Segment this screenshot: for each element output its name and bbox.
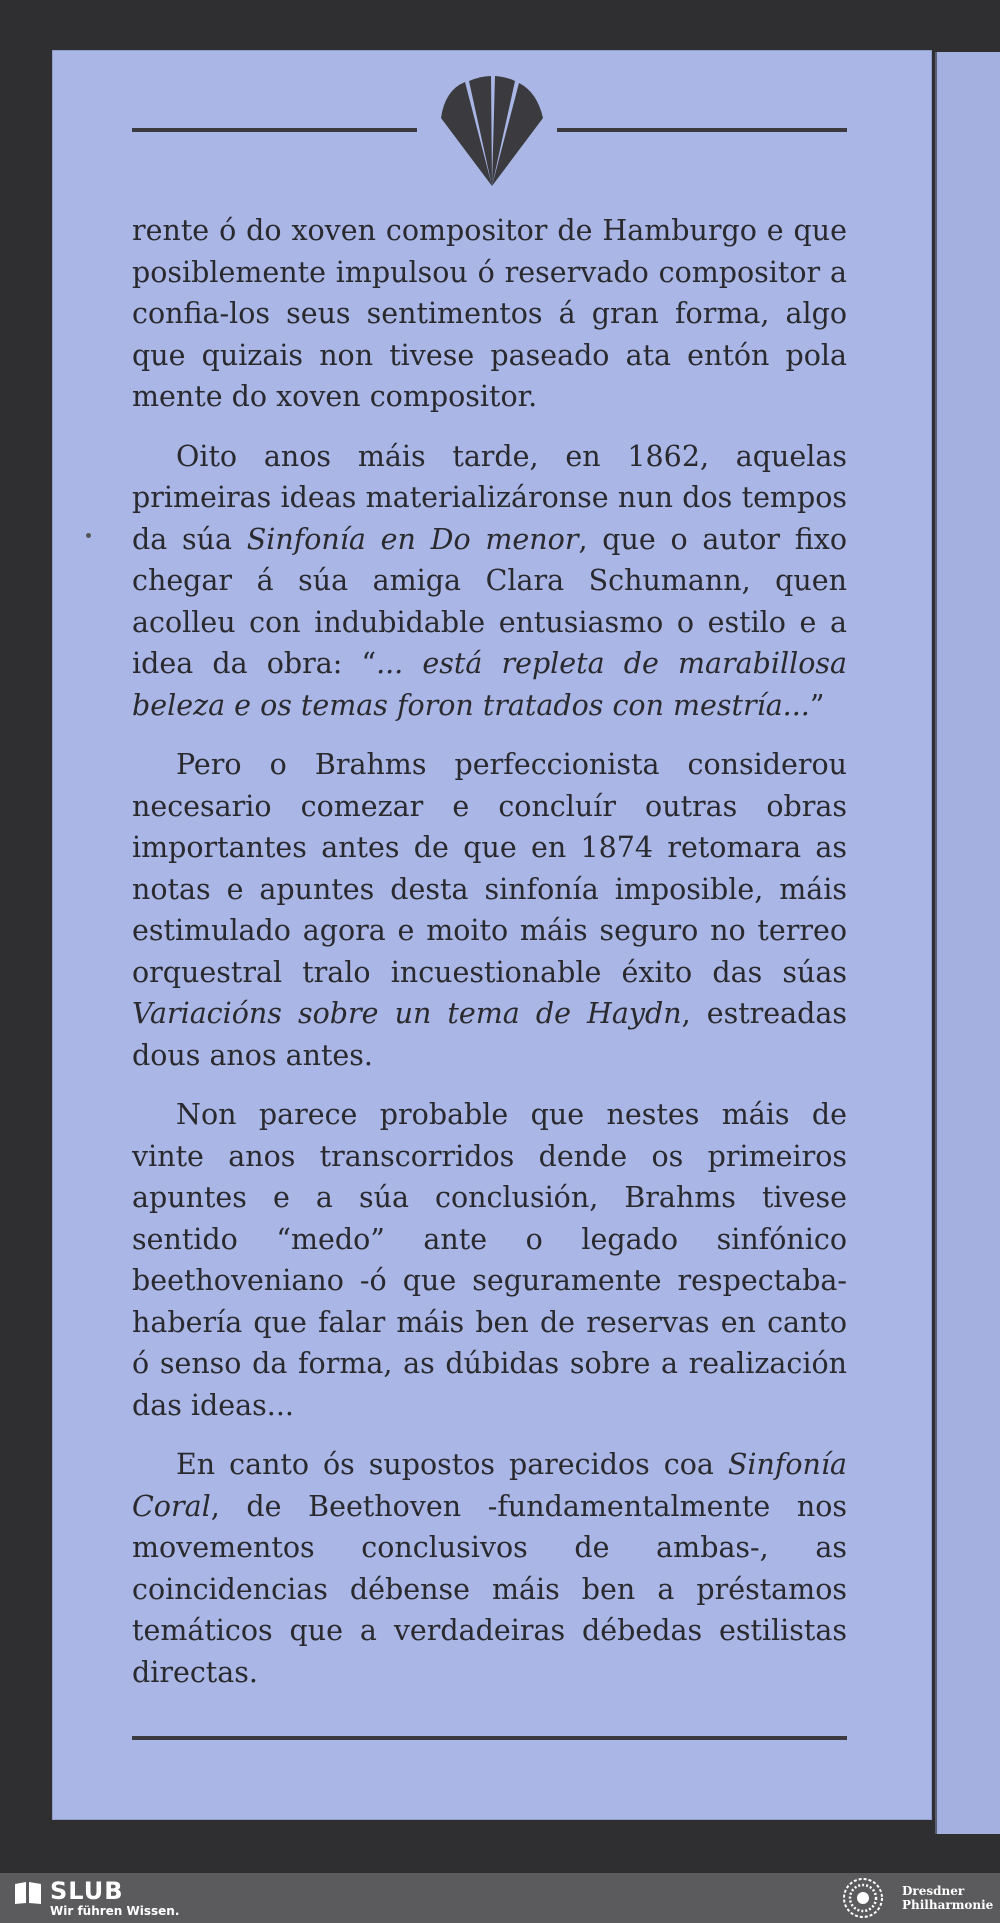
paper-speck — [86, 533, 91, 538]
work-title-sinfonia-do-menor: Sinfonía en Do menor — [246, 522, 579, 556]
document-page — [52, 50, 932, 1820]
header-rule-left — [132, 128, 417, 132]
footer-bar — [0, 1873, 1000, 1923]
quotation-clara-schumann: ... está repleta de marabillosa beleza e os temas foron tratados con mestría... — [132, 647, 847, 722]
paragraph-5 — [132, 1444, 847, 1693]
paragraph-4 — [132, 1094, 847, 1426]
adjacent-page-edge — [935, 52, 1000, 1834]
paragraph-4-text: Non parece probable que nestes máis de vinte anos transcorridos dende os primeiros apuntes e a súa conclusión, Brahms tivese sentido “medo” ante o legado sinfónico beethoveniano -ó que seguramente respectaba- habería que falar máis ben de reservas en canto ó senso da forma, as dúbidas sobre a realización das ideas... — [132, 1098, 847, 1422]
slub-book-icon — [14, 1881, 42, 1905]
paragraph-3 — [132, 744, 847, 1076]
library-name: SLUB — [50, 1877, 124, 1905]
paragraph-1 — [132, 210, 847, 418]
scallop-shell-icon — [437, 76, 547, 188]
paragraph-5-text-a: En canto ós supostos parecidos coa — [176, 1448, 728, 1481]
paragraph-5-text-b: , de Beethoven -fundamentalmente nos movementos conclusivos de ambas-, as coincidencias débense máis ben a préstamos temáticos que a verdadeiras débedas estilistas directas. — [132, 1489, 847, 1689]
footer-rule — [132, 1736, 847, 1740]
paragraph-2-text-c: ” — [809, 688, 825, 722]
work-title-variacions-haydn: Variacións sobre un tema de Haydn — [132, 997, 682, 1030]
paragraph-3-text-a: Pero o Brahms perfeccionista considerou necesario comezar e concluír outras obras importantes antes de que en 1874 retomara as notas e apuntes desta sinfonía imposible, máis estimulado agora e moito máis seguro no terreo orquestral tralo incuestionable éxito das súas — [132, 748, 847, 989]
paragraph-2-text-a: Oito anos máis tarde, en 1862, aquelas primeiras ideas materializáronse nun dos tempos da súa — [132, 439, 847, 556]
paragraph-1-text: rente ó do xoven compositor de Hamburgo e que posiblemente impulsou ó reservado compositor a confia-los seus sentimentos á gran forma, algo que quizais non tivese paseado ata entón pola mente do xoven compositor. — [132, 214, 847, 413]
header-rule-right — [557, 128, 847, 132]
orchestra-name-line2: Philharmonie — [902, 1898, 994, 1912]
orchestra-name — [902, 1884, 993, 1912]
orchestra-name-line1: Dresdner — [902, 1884, 965, 1898]
philharmonie-sunburst-icon — [842, 1877, 884, 1919]
article-body — [132, 210, 847, 1711]
library-tagline: Wir führen Wissen. — [50, 1904, 180, 1918]
paragraph-3-text-b: , estreadas dous anos antes. — [132, 997, 848, 1072]
paragraph-2-text-b: , que o autor fixo chegar á súa amiga Clara Schumann, quen acolleu con indubidable entusiasmo o estilo e a idea da obra: “ — [132, 522, 848, 680]
work-title-sinfonia-coral: Sinfonía Coral — [132, 1448, 847, 1523]
paragraph-2 — [132, 436, 847, 727]
